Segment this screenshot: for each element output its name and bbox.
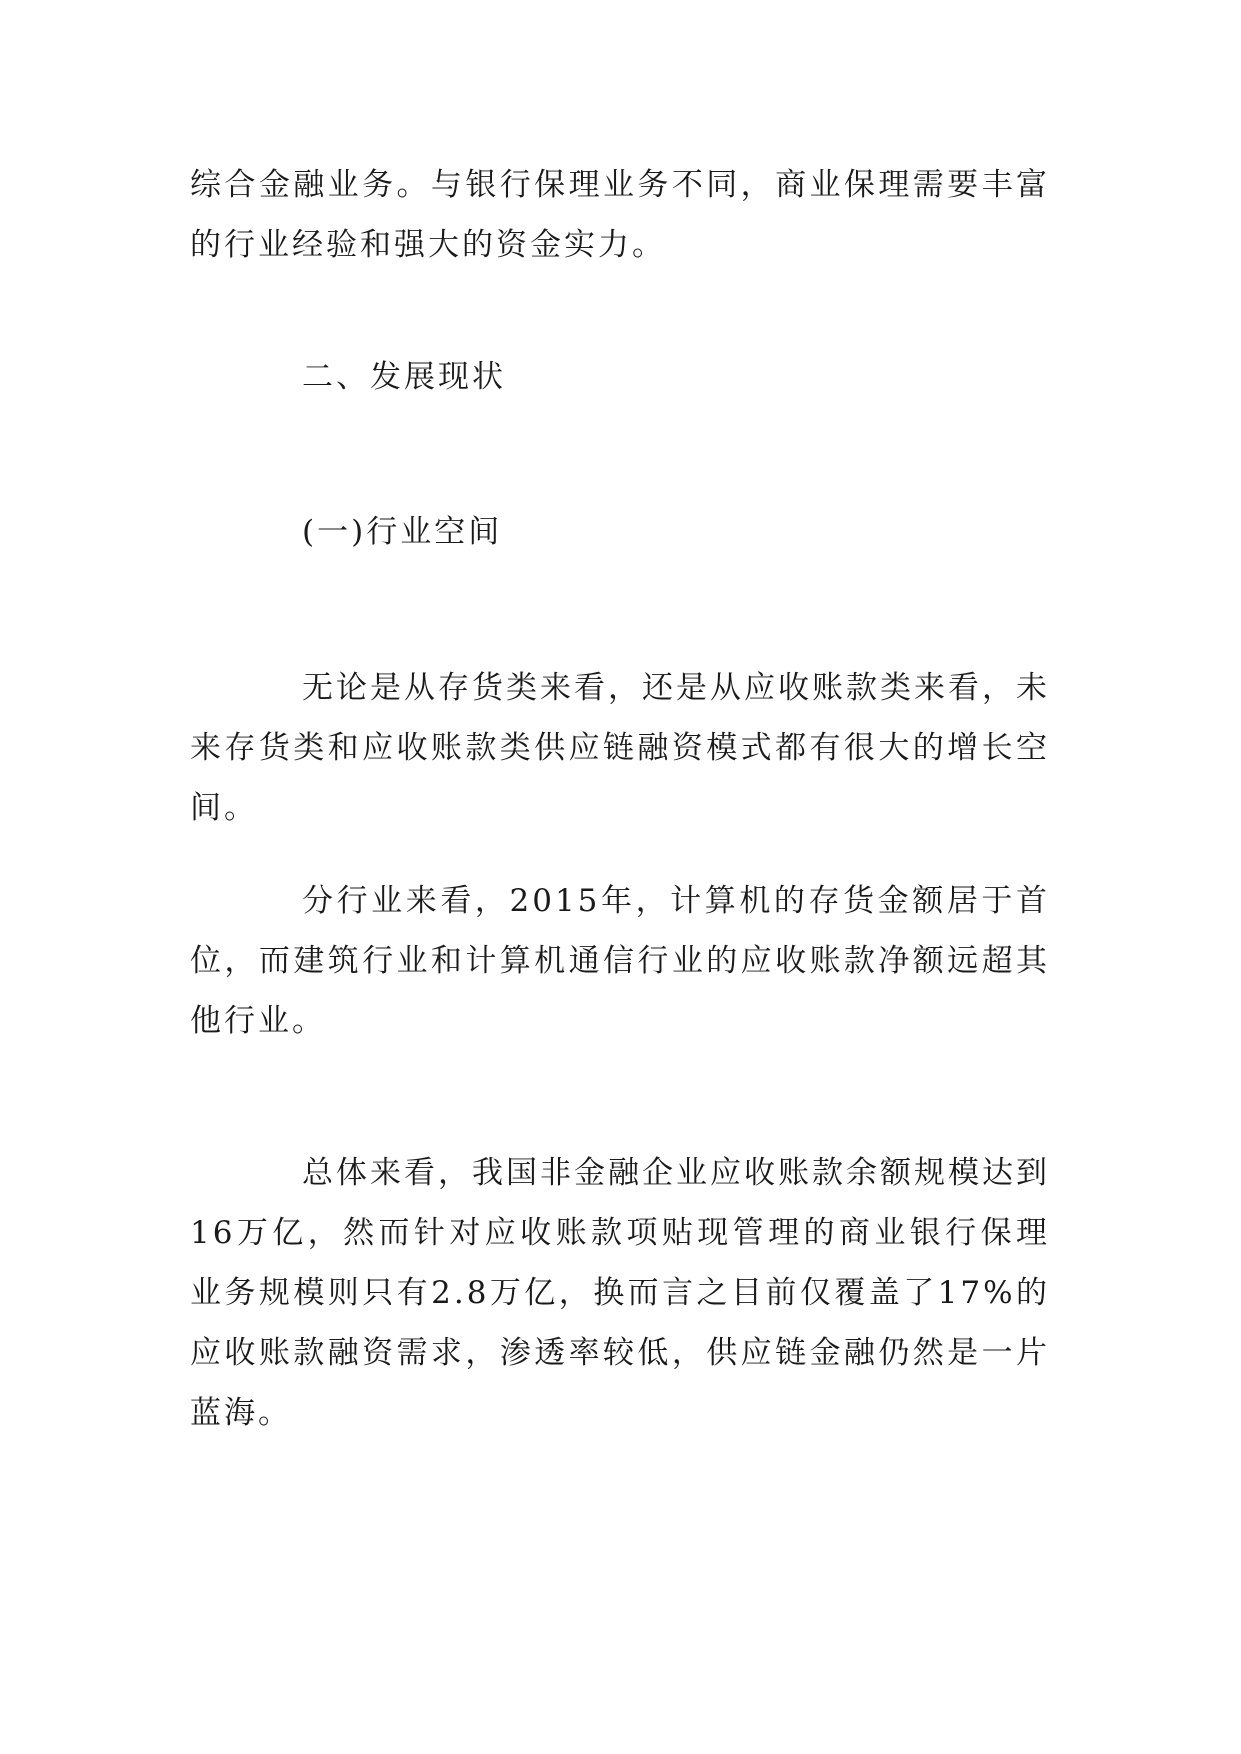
paragraph-1: 无论是从存货类来看，还是从应收账款类来看，未来存货类和应收账款类供应链融资模式都有很大的增长空间。 (190, 670, 1050, 826)
paragraph-2: 分行业来看，2015年，计算机的存货金额居于首位，而建筑行业和计算机通信行业的应收账款净额远超其他行业。 (190, 883, 1050, 1039)
paragraph-continuation: 综合金融业务。与银行保理业务不同，商业保理需要丰富的行业经验和强大的资金实力。 (190, 167, 1050, 263)
subsection-heading: (一)行业空间 (302, 514, 503, 550)
section-heading: 二、发展现状 (302, 359, 506, 395)
paragraph-3: 总体来看，我国非金融企业应收账款余额规模达到16万亿，然而针对应收账款项贴现管理的商业银行保理业务规模则只有2.8万亿，换而言之目前仅覆盖了17%的应收账款融资需求，渗透率较低，供应链金融仍然是一片蓝海。 (190, 1155, 1050, 1431)
